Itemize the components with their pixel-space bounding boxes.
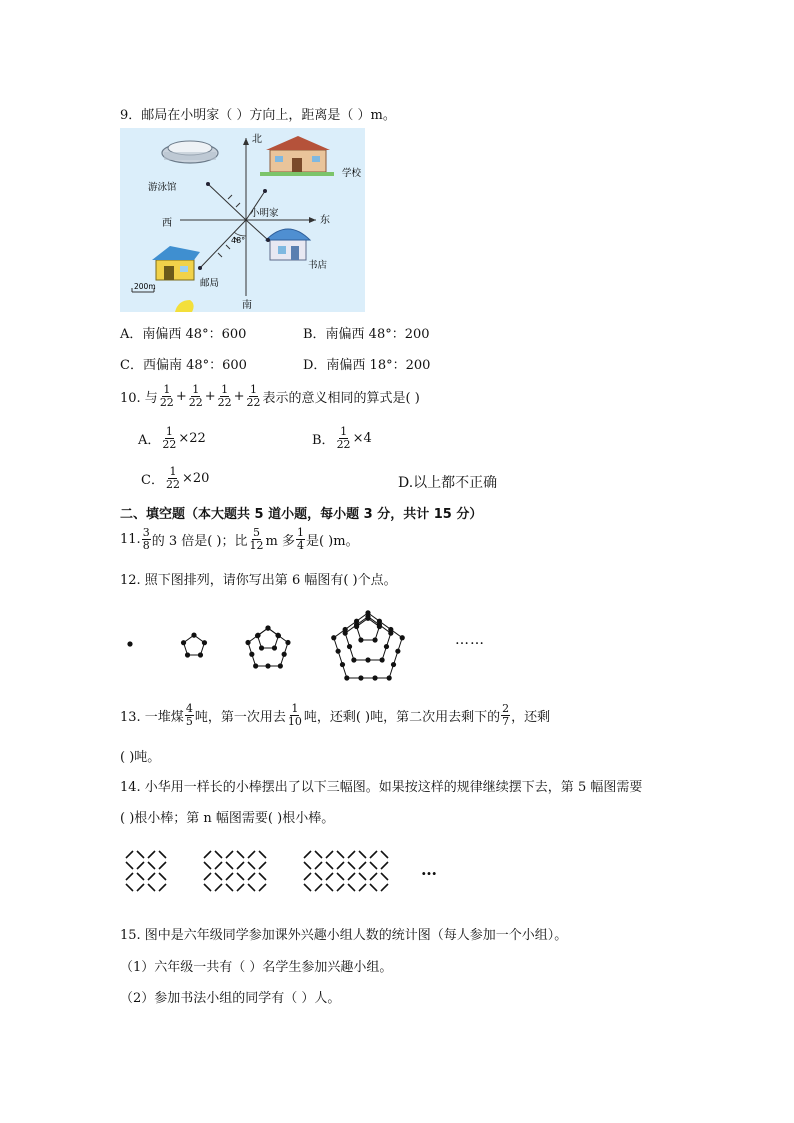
pattern-dot bbox=[282, 652, 287, 657]
q14-ellipsis: … bbox=[421, 860, 437, 879]
stick bbox=[137, 851, 144, 858]
pattern-dot bbox=[276, 633, 281, 638]
pattern-dot bbox=[198, 652, 203, 657]
q9-option-a[interactable]: A．南偏西 48°：600 bbox=[120, 327, 247, 342]
pentagon-outline bbox=[345, 617, 391, 660]
pattern-dot bbox=[351, 657, 356, 662]
stick bbox=[359, 873, 366, 880]
pattern-dot bbox=[372, 675, 377, 680]
pattern-dot bbox=[265, 663, 270, 668]
pattern-dot bbox=[384, 644, 389, 649]
pattern-dot bbox=[400, 635, 405, 640]
q15-sub1: （1）六年级一共有（ ）名学生参加兴趣小组。 bbox=[120, 960, 393, 975]
stick bbox=[215, 851, 222, 858]
pattern-dot bbox=[249, 652, 254, 657]
q12-ellipsis: …… bbox=[455, 632, 485, 648]
pentagon-outline bbox=[258, 628, 279, 648]
stick bbox=[248, 884, 255, 891]
pattern-dot bbox=[354, 624, 359, 629]
stick bbox=[226, 884, 233, 891]
pattern-dot bbox=[365, 657, 370, 662]
stick bbox=[237, 862, 244, 869]
stick bbox=[315, 873, 322, 880]
q10-option-b[interactable]: B． $\frac{1}{22}$ ×4 bbox=[312, 425, 372, 451]
pattern-dot bbox=[388, 631, 393, 636]
stick bbox=[326, 873, 333, 880]
pattern-dot bbox=[272, 645, 277, 650]
q10-option-d[interactable]: D.以上都不正确 bbox=[398, 475, 498, 491]
stick bbox=[226, 851, 233, 858]
q15-line1: 15. 图中是六年级同学参加课外兴趣小组人数的统计图（每人参加一个小组）。 bbox=[120, 928, 568, 943]
stick bbox=[137, 884, 144, 891]
stick bbox=[370, 884, 377, 891]
stick bbox=[226, 873, 233, 880]
pattern-dot bbox=[127, 641, 132, 646]
q13-stem: 13. 一堆煤 $\frac{4}{5}$ 吨，第一次用去 $\frac{1}{10}$ 吨，还剩( )吨，第二次用去剩下的 $\frac{2}{7}$ ，还剩 bbox=[120, 702, 551, 728]
stick bbox=[326, 862, 333, 869]
stick bbox=[381, 873, 388, 880]
q12-text: 12. 照下图排列，请你写出第 6 幅图有( )个点。 bbox=[120, 573, 397, 588]
q14-line1: 14. 小华用一样长的小棒摆出了以下三幅图。如果按这样的规律继续摆下去，第 5 幅图需要 bbox=[120, 780, 643, 795]
pattern-dot bbox=[343, 631, 348, 636]
pattern-dot bbox=[255, 633, 260, 638]
q9-text: 9．邮局在小明家（ ）方向上，距离是（ ）m。 bbox=[120, 108, 396, 123]
q15-sub2: （2）参加书法小组的同学有（ ）人。 bbox=[120, 991, 341, 1006]
angle-label: 48° bbox=[231, 236, 246, 245]
stick bbox=[215, 884, 222, 891]
pattern-dot bbox=[181, 640, 186, 645]
stick-pattern-figure bbox=[118, 840, 418, 904]
stick bbox=[370, 862, 377, 869]
pattern-dot bbox=[377, 624, 382, 629]
stick bbox=[237, 851, 244, 858]
pattern-dot bbox=[347, 644, 352, 649]
east-label: 东 bbox=[320, 215, 330, 226]
q9-option-c[interactable]: C．西偏南 48°：600 bbox=[120, 358, 247, 373]
stick bbox=[381, 862, 388, 869]
stick bbox=[381, 884, 388, 891]
stick bbox=[304, 873, 311, 880]
fraction: $\frac{1}{22}$ bbox=[217, 383, 232, 409]
north-label: 北 bbox=[252, 134, 262, 145]
stick bbox=[248, 873, 255, 880]
pattern-dot bbox=[253, 663, 258, 668]
scale-bar bbox=[132, 282, 156, 292]
pattern-dot bbox=[245, 640, 250, 645]
q10-option-a[interactable]: A． $\frac{1}{22}$ ×22 bbox=[138, 425, 206, 451]
q14-line2: ( )根小棒；第 n 幅图需要( )根小棒。 bbox=[120, 811, 335, 826]
stick bbox=[215, 862, 222, 869]
stick bbox=[248, 851, 255, 858]
stick bbox=[137, 862, 144, 869]
q13-line2: ( )吨。 bbox=[120, 750, 161, 765]
pattern-dot bbox=[358, 675, 363, 680]
pattern-dot bbox=[365, 616, 370, 621]
stick bbox=[348, 851, 355, 858]
stick bbox=[370, 873, 377, 880]
stick bbox=[159, 862, 166, 869]
stick bbox=[315, 851, 322, 858]
pattern-dot bbox=[265, 626, 270, 631]
pattern-dot bbox=[344, 675, 349, 680]
stick bbox=[159, 851, 166, 858]
pattern-dot bbox=[202, 640, 207, 645]
q10-option-c[interactable]: C． $\frac{1}{22}$ ×20 bbox=[141, 465, 210, 491]
q11-stem: 11. $\frac{3}{8}$ 的 3 倍是( )；比 $\frac{5}{12}$ m 多 $\frac{1}{4}$ 是( )m。 bbox=[120, 526, 359, 552]
stick bbox=[204, 884, 211, 891]
pentagon-outline bbox=[334, 613, 402, 678]
pentagon-outline bbox=[357, 618, 380, 640]
stick bbox=[259, 873, 266, 880]
fraction: $\frac{1}{22}$ bbox=[159, 383, 174, 409]
pentagon-outline bbox=[184, 635, 205, 655]
pattern-dot bbox=[380, 657, 385, 662]
pentagon-outline bbox=[248, 628, 288, 666]
stick bbox=[337, 862, 344, 869]
pattern-dot bbox=[387, 675, 392, 680]
stick bbox=[148, 862, 155, 869]
pattern-dot bbox=[331, 635, 336, 640]
stick bbox=[304, 862, 311, 869]
svg-text:200m: 200m bbox=[134, 282, 156, 291]
q9-option-d[interactable]: D．南偏西 18°：200 bbox=[303, 358, 431, 373]
south-label: 南 bbox=[242, 300, 252, 311]
stick bbox=[126, 851, 133, 858]
bookstore-label: 书店 bbox=[308, 260, 328, 271]
pattern-dot bbox=[391, 662, 396, 667]
swimming-pool-label: 游泳馆 bbox=[148, 182, 177, 193]
stick bbox=[148, 851, 155, 858]
stick bbox=[359, 862, 366, 869]
q10-stem: 10. 与 $\frac{1}{22}$ + $\frac{1}{22}$ + $\frac{1}{22}$ + $\frac{1}{22}$ 表示的意义相同的算式是( ) bbox=[120, 383, 420, 409]
stick bbox=[337, 851, 344, 858]
stick bbox=[348, 873, 355, 880]
stick bbox=[359, 851, 366, 858]
pattern-dot bbox=[358, 637, 363, 642]
pattern-dot bbox=[278, 663, 283, 668]
pattern-dot bbox=[395, 649, 400, 654]
stick bbox=[126, 862, 133, 869]
stick bbox=[359, 884, 366, 891]
stick bbox=[304, 884, 311, 891]
stick bbox=[126, 884, 133, 891]
stick bbox=[126, 873, 133, 880]
pattern-dot bbox=[191, 633, 196, 638]
swimming-pool-icon bbox=[162, 141, 218, 163]
stick bbox=[315, 862, 322, 869]
stick bbox=[326, 884, 333, 891]
q9-option-b[interactable]: B．南偏西 48°：200 bbox=[303, 327, 430, 342]
pattern-dot bbox=[285, 640, 290, 645]
stick bbox=[381, 851, 388, 858]
stick bbox=[204, 851, 211, 858]
post-office-label: 邮局 bbox=[200, 278, 220, 289]
stick bbox=[337, 884, 344, 891]
stick bbox=[337, 873, 344, 880]
stick bbox=[137, 873, 144, 880]
stick bbox=[237, 873, 244, 880]
school-label: 学校 bbox=[342, 168, 362, 179]
west-label: 西 bbox=[162, 218, 172, 229]
fraction: $\frac{1}{22}$ bbox=[188, 383, 203, 409]
pattern-dot bbox=[185, 652, 190, 657]
pattern-dot bbox=[336, 649, 341, 654]
stick bbox=[148, 884, 155, 891]
stick bbox=[159, 873, 166, 880]
stick bbox=[304, 851, 311, 858]
fraction: $\frac{1}{22}$ bbox=[246, 383, 261, 409]
section-title: 二、填空题（本大题共 5 道小题，每小题 3 分，共计 15 分） bbox=[120, 507, 483, 522]
stick bbox=[348, 884, 355, 891]
stick bbox=[226, 862, 233, 869]
pattern-dot bbox=[372, 637, 377, 642]
stick bbox=[159, 884, 166, 891]
stick bbox=[348, 862, 355, 869]
pattern-dot bbox=[340, 662, 345, 667]
stick bbox=[204, 873, 211, 880]
center-label: 小明家 bbox=[250, 208, 279, 219]
stick bbox=[259, 862, 266, 869]
stick bbox=[370, 851, 377, 858]
stick bbox=[204, 862, 211, 869]
stick bbox=[248, 862, 255, 869]
stick bbox=[215, 873, 222, 880]
stick bbox=[326, 851, 333, 858]
stick bbox=[259, 851, 266, 858]
stick bbox=[148, 873, 155, 880]
pattern-dot bbox=[259, 645, 264, 650]
stick bbox=[237, 884, 244, 891]
stick bbox=[259, 884, 266, 891]
compass-map bbox=[120, 128, 365, 312]
stick bbox=[315, 884, 322, 891]
